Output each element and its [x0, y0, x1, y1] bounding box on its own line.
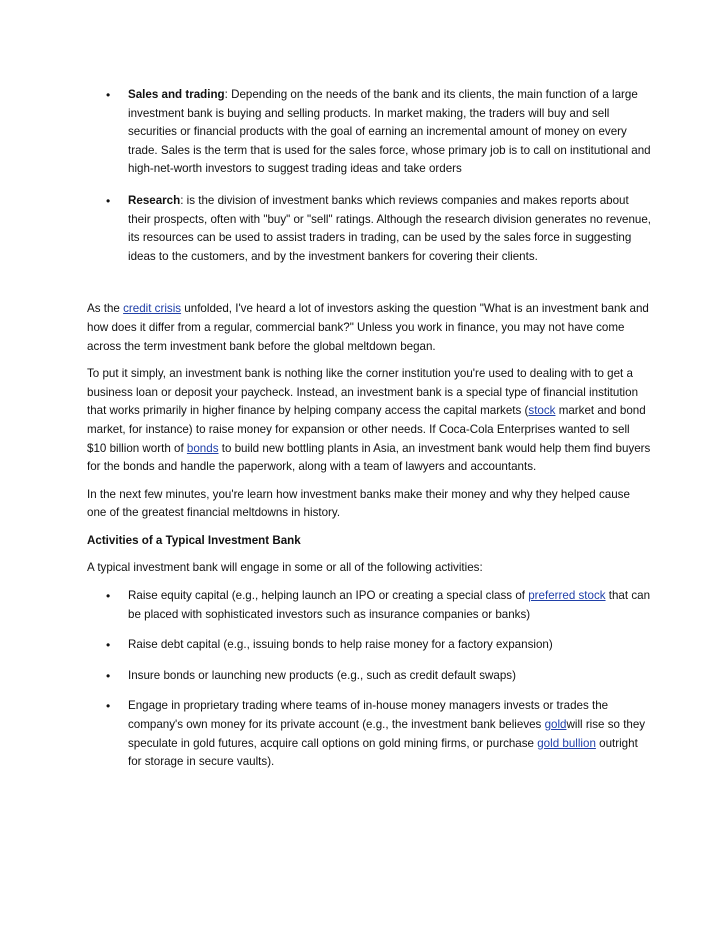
activities-list	[87, 587, 652, 772]
top-bullet-list	[87, 86, 652, 266]
link-credit-crisis[interactable]: credit crisis	[123, 302, 182, 316]
paragraph-intro: A typical investment bank will engage in some or all of the following activities:	[87, 561, 483, 575]
list-item: • Engage in proprietary trading where teams of in-house money managers invests or trades the company's own money for its private account (e.g., the investment bank believes goldwill rise so they speculate in gold futures, acquire call options on gold mining firms, or purchase gold bullion outright for storage in secure vaults).	[106, 699, 646, 769]
list-item	[87, 86, 652, 179]
link-bonds[interactable]: bonds	[186, 441, 219, 455]
paragraph-next-few-minutes: In the next few minutes, you're learn how investment banks make their money and why they helped cause one of the greatest financial meltdowns in history.	[87, 487, 630, 520]
link-gold-bullion[interactable]: gold bullion	[537, 736, 596, 750]
list-item: • Raise equity capital (e.g., helping launch an IPO or creating a special class of preferred stock that can be placed with sophisticated investors such as insurance companies or banks)	[106, 589, 651, 621]
link-preferred-stock[interactable]: preferred stock	[528, 589, 606, 603]
list-item-text: : is the division of investment banks which reviews companies and makes reports about their prospects, often with "buy" or "sell" ratings. Although the research division generates no revenue, its resources can be used to assist traders in trading, can be used by the sales force in suggesting ideas to the customers, and by the investment bankers for covering their clients.	[128, 193, 652, 263]
bullet-icon: •	[106, 668, 111, 683]
bullet-icon: •	[106, 638, 111, 653]
bullet-icon: •	[106, 699, 111, 714]
bullet-icon: •	[106, 193, 111, 208]
bullet-icon: •	[106, 88, 111, 102]
list-item: • Insure bonds or launching new products (e.g., such as credit default swaps)	[87, 667, 652, 686]
bullet-icon: •	[106, 589, 111, 604]
list-item	[87, 192, 652, 266]
paragraph-credit-crisis: As the credit crisis unfolded, I've heard a lot of investors asking the question "What is an investment bank and how does it differ from a regular, commercial bank?" Unless you work in finance, you may not have come across the term investment bank before the global meltdown began.	[87, 302, 649, 353]
list-item-term: Sales and trading	[128, 88, 225, 101]
list-item-text: : Depending on the needs of the bank and its clients, the main function of a large investment bank is buying and selling products. In market making, the traders will buy and sell securities or financial products with the goal of earning an incremental amount of money on every trade. Sales is the term that is used for the sales force, whose primary job is to call on institutional and high-net-worth investors to suggest trading ideas and take orders	[128, 88, 651, 176]
link-gold[interactable]: gold	[544, 718, 567, 732]
link-stock[interactable]: stock	[528, 404, 556, 418]
paragraph-investment-bank-explanation: To put it simply, an investment bank is nothing like the corner institution you're used to dealing with to get a business loan or deposit your paycheck. Instead, an investment bank is a special type of financial institution that works primarily in higher finance by helping company access the capital markets (stock market and bond market, for instance) to raise money for expansion or other needs. If Coca-Cola Enterprises wanted to sell $10 billion worth of bonds to build new bottling plants in Asia, an investment bank would help them find buyers for the bonds and handle the paperwork, along with a team of lawyers and accountants.	[87, 367, 651, 474]
list-item-term: Research	[128, 193, 181, 207]
section-heading: Activities of a Typical Investment Bank	[87, 533, 301, 547]
list-item: • Raise debt capital (e.g., issuing bonds to help raise money for a factory expansion)	[87, 636, 652, 655]
